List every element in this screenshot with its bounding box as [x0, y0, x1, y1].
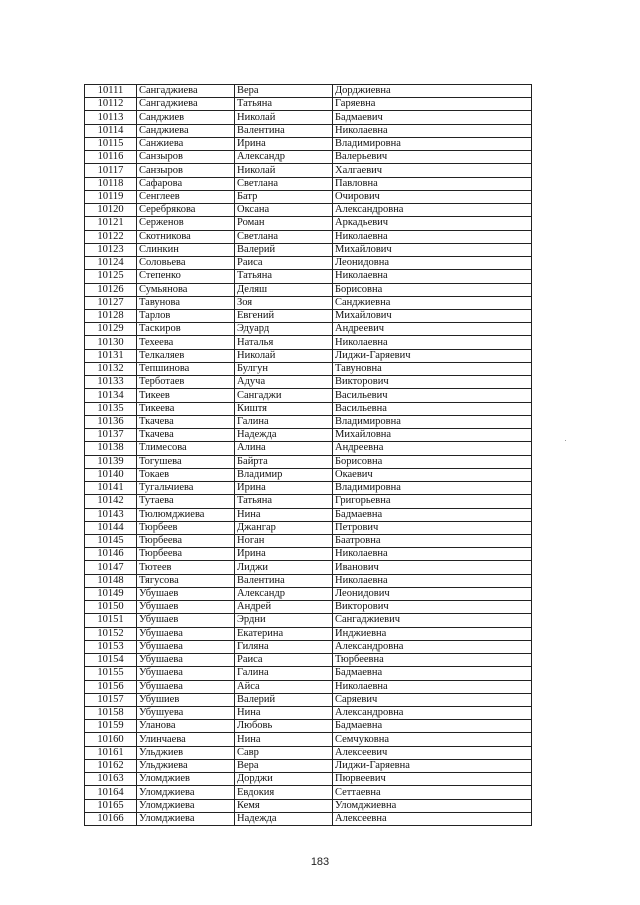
- record-number-cell: 10149: [85, 587, 137, 600]
- record-number-cell: 10115: [85, 137, 137, 150]
- table-row: [85, 204, 532, 217]
- surname-cell: Скотникова: [137, 230, 235, 243]
- patronymic-cell: Аркадьевич: [333, 217, 532, 230]
- table-row: [85, 627, 532, 640]
- record-number-cell: 10155: [85, 667, 137, 680]
- record-number-cell: 10138: [85, 442, 137, 455]
- record-number-cell: 10164: [85, 786, 137, 799]
- record-number-cell: 10150: [85, 601, 137, 614]
- first-name-cell: Лиджи: [235, 561, 333, 574]
- surname-cell: Тюрбеева: [137, 548, 235, 561]
- patronymic-cell: Саряевич: [333, 693, 532, 706]
- record-number-cell: 10134: [85, 389, 137, 402]
- patronymic-cell: Лиджи-Гаряевна: [333, 759, 532, 772]
- first-name-cell: Ирина: [235, 482, 333, 495]
- surname-cell: Ткачева: [137, 429, 235, 442]
- surname-cell: Тикеев: [137, 389, 235, 402]
- first-name-cell: Надежда: [235, 429, 333, 442]
- record-number-cell: 10133: [85, 376, 137, 389]
- table-row: [85, 243, 532, 256]
- table-row: [85, 362, 532, 375]
- first-name-cell: Валерий: [235, 243, 333, 256]
- record-number-cell: 10132: [85, 362, 137, 375]
- surname-cell: Убушаева: [137, 680, 235, 693]
- patronymic-cell: Петрович: [333, 521, 532, 534]
- surname-cell: Серженов: [137, 217, 235, 230]
- first-name-cell: Андрей: [235, 601, 333, 614]
- table-row: [85, 283, 532, 296]
- table-row: [85, 521, 532, 534]
- patronymic-cell: Уломджиевна: [333, 799, 532, 812]
- table-row: [85, 111, 532, 124]
- record-number-cell: 10112: [85, 98, 137, 111]
- surname-cell: Тикеева: [137, 402, 235, 415]
- record-number-cell: 10154: [85, 654, 137, 667]
- record-number-cell: 10116: [85, 151, 137, 164]
- patronymic-cell: Леонидович: [333, 587, 532, 600]
- record-number-cell: 10130: [85, 336, 137, 349]
- first-name-cell: Эрдни: [235, 614, 333, 627]
- first-name-cell: Вера: [235, 85, 333, 98]
- record-number-cell: 10121: [85, 217, 137, 230]
- table-row: [85, 680, 532, 693]
- table-row: [85, 389, 532, 402]
- table-row: [85, 309, 532, 322]
- patronymic-cell: Михайловна: [333, 429, 532, 442]
- record-number-cell: 10118: [85, 177, 137, 190]
- first-name-cell: Валентина: [235, 124, 333, 137]
- first-name-cell: Светлана: [235, 230, 333, 243]
- record-number-cell: 10147: [85, 561, 137, 574]
- patronymic-cell: Пюрвеевич: [333, 773, 532, 786]
- table-row: [85, 336, 532, 349]
- table-row: [85, 707, 532, 720]
- patronymic-cell: Бадмаевна: [333, 667, 532, 680]
- patronymic-cell: Николаевна: [333, 680, 532, 693]
- surname-cell: Убушуева: [137, 707, 235, 720]
- table-row: [85, 85, 532, 98]
- patronymic-cell: Викторович: [333, 376, 532, 389]
- patronymic-cell: Викторович: [333, 601, 532, 614]
- table-row: [85, 415, 532, 428]
- patronymic-cell: Гаряевна: [333, 98, 532, 111]
- record-number-cell: 10159: [85, 720, 137, 733]
- record-number-cell: 10127: [85, 296, 137, 309]
- surname-cell: Убушаева: [137, 627, 235, 640]
- patronymic-cell: Владимировна: [333, 137, 532, 150]
- table-row: [85, 786, 532, 799]
- patronymic-cell: Леонидовна: [333, 257, 532, 270]
- patronymic-cell: Инджиевна: [333, 627, 532, 640]
- first-name-cell: Вера: [235, 759, 333, 772]
- table-row: [85, 349, 532, 362]
- first-name-cell: Зоя: [235, 296, 333, 309]
- patronymic-cell: Лиджи-Гаряевич: [333, 349, 532, 362]
- table-row: [85, 402, 532, 415]
- patronymic-cell: Борисовна: [333, 455, 532, 468]
- table-row: [85, 654, 532, 667]
- surname-cell: Ульджиев: [137, 746, 235, 759]
- surname-cell: Тюрбеева: [137, 534, 235, 547]
- table-row: [85, 323, 532, 336]
- table-row: [85, 508, 532, 521]
- first-name-cell: Евдокия: [235, 786, 333, 799]
- surname-cell: Сумьянова: [137, 283, 235, 296]
- table-row: [85, 124, 532, 137]
- first-name-cell: Деляш: [235, 283, 333, 296]
- table-row: [85, 296, 532, 309]
- patronymic-cell: Николаевна: [333, 270, 532, 283]
- first-name-cell: Нина: [235, 733, 333, 746]
- surname-cell: Уломджиев: [137, 773, 235, 786]
- patronymic-cell: Окаевич: [333, 468, 532, 481]
- record-number-cell: 10166: [85, 812, 137, 825]
- table-row: [85, 177, 532, 190]
- first-name-cell: Александр: [235, 151, 333, 164]
- table-row: [85, 534, 532, 547]
- first-name-cell: Нина: [235, 508, 333, 521]
- table-row: [85, 164, 532, 177]
- surname-cell: Тлимесова: [137, 442, 235, 455]
- patronymic-cell: Николаевна: [333, 230, 532, 243]
- table-row: [85, 773, 532, 786]
- surname-cell: Санзыров: [137, 164, 235, 177]
- record-number-cell: 10135: [85, 402, 137, 415]
- surname-cell: Тутаева: [137, 495, 235, 508]
- surname-cell: Техеева: [137, 336, 235, 349]
- surname-cell: Убушиев: [137, 693, 235, 706]
- first-name-cell: Николай: [235, 164, 333, 177]
- table-row: [85, 667, 532, 680]
- patronymic-cell: Алексеевна: [333, 812, 532, 825]
- record-number-cell: 10126: [85, 283, 137, 296]
- patronymic-cell: Сеттаевна: [333, 786, 532, 799]
- surname-cell: Уломджиева: [137, 799, 235, 812]
- patronymic-cell: Бадмаевна: [333, 508, 532, 521]
- first-name-cell: Кемя: [235, 799, 333, 812]
- first-name-cell: Раиса: [235, 654, 333, 667]
- record-number-cell: 10153: [85, 640, 137, 653]
- patronymic-cell: Григорьевна: [333, 495, 532, 508]
- first-name-cell: Сангаджи: [235, 389, 333, 402]
- table-row: [85, 733, 532, 746]
- table-row: [85, 190, 532, 203]
- patronymic-cell: Халгаевич: [333, 164, 532, 177]
- surname-cell: Убушаев: [137, 601, 235, 614]
- table-row: [85, 482, 532, 495]
- table-row: [85, 746, 532, 759]
- first-name-cell: Байрта: [235, 455, 333, 468]
- surname-cell: Тютеев: [137, 561, 235, 574]
- first-name-cell: Наталья: [235, 336, 333, 349]
- record-number-cell: 10146: [85, 548, 137, 561]
- record-number-cell: 10131: [85, 349, 137, 362]
- first-name-cell: Евгений: [235, 309, 333, 322]
- surname-cell: Тогушева: [137, 455, 235, 468]
- record-number-cell: 10122: [85, 230, 137, 243]
- patronymic-cell: Васильевна: [333, 402, 532, 415]
- record-number-cell: 10114: [85, 124, 137, 137]
- record-number-cell: 10143: [85, 508, 137, 521]
- first-name-cell: Алина: [235, 442, 333, 455]
- surname-cell: Уланова: [137, 720, 235, 733]
- table-row: [85, 495, 532, 508]
- table-row: [85, 270, 532, 283]
- patronymic-cell: Тюрбеевна: [333, 654, 532, 667]
- record-number-cell: 10119: [85, 190, 137, 203]
- patronymic-cell: Александровна: [333, 204, 532, 217]
- record-number-cell: 10160: [85, 733, 137, 746]
- record-number-cell: 10152: [85, 627, 137, 640]
- surname-cell: Тарлов: [137, 309, 235, 322]
- surname-cell: Сафарова: [137, 177, 235, 190]
- first-name-cell: Галина: [235, 667, 333, 680]
- voter-list-table: [84, 84, 532, 826]
- first-name-cell: Оксана: [235, 204, 333, 217]
- table-row: [85, 693, 532, 706]
- patronymic-cell: Николаевна: [333, 548, 532, 561]
- first-name-cell: Валерий: [235, 693, 333, 706]
- surname-cell: Серебрякова: [137, 204, 235, 217]
- surname-cell: Сангаджиева: [137, 98, 235, 111]
- patronymic-cell: Дорджиевна: [333, 85, 532, 98]
- first-name-cell: Любовь: [235, 720, 333, 733]
- surname-cell: Санджиев: [137, 111, 235, 124]
- record-number-cell: 10123: [85, 243, 137, 256]
- table-row: [85, 759, 532, 772]
- surname-cell: Тюлюмджиева: [137, 508, 235, 521]
- table-row: [85, 561, 532, 574]
- first-name-cell: Николай: [235, 111, 333, 124]
- patronymic-cell: Иванович: [333, 561, 532, 574]
- table-row: [85, 640, 532, 653]
- record-number-cell: 10128: [85, 309, 137, 322]
- table-row: [85, 230, 532, 243]
- record-number-cell: 10151: [85, 614, 137, 627]
- table-row: [85, 376, 532, 389]
- patronymic-cell: Васильевич: [333, 389, 532, 402]
- record-number-cell: 10148: [85, 574, 137, 587]
- record-number-cell: 10162: [85, 759, 137, 772]
- surname-cell: Убушаева: [137, 640, 235, 653]
- patronymic-cell: Павловна: [333, 177, 532, 190]
- surname-cell: Убушаева: [137, 667, 235, 680]
- patronymic-cell: Михайлович: [333, 309, 532, 322]
- first-name-cell: Надежда: [235, 812, 333, 825]
- first-name-cell: Владимир: [235, 468, 333, 481]
- table-body: [85, 85, 532, 826]
- patronymic-cell: Николаевна: [333, 574, 532, 587]
- patronymic-cell: Андреевна: [333, 442, 532, 455]
- surname-cell: Убушаева: [137, 654, 235, 667]
- surname-cell: Сангаджиева: [137, 85, 235, 98]
- surname-cell: Уломджиева: [137, 786, 235, 799]
- patronymic-cell: Николаевна: [333, 336, 532, 349]
- first-name-cell: Татьяна: [235, 495, 333, 508]
- surname-cell: Тягусова: [137, 574, 235, 587]
- first-name-cell: Айса: [235, 680, 333, 693]
- first-name-cell: Валентина: [235, 574, 333, 587]
- table-row: [85, 217, 532, 230]
- patronymic-cell: Борисовна: [333, 283, 532, 296]
- record-number-cell: 10129: [85, 323, 137, 336]
- surname-cell: Улинчаева: [137, 733, 235, 746]
- first-name-cell: Нина: [235, 707, 333, 720]
- surname-cell: Токаев: [137, 468, 235, 481]
- first-name-cell: Раиса: [235, 257, 333, 270]
- patronymic-cell: Александровна: [333, 707, 532, 720]
- record-number-cell: 10137: [85, 429, 137, 442]
- patronymic-cell: Владимировна: [333, 415, 532, 428]
- patronymic-cell: Владимировна: [333, 482, 532, 495]
- table-row: [85, 548, 532, 561]
- first-name-cell: Ирина: [235, 137, 333, 150]
- surname-cell: Тугальчиева: [137, 482, 235, 495]
- record-number-cell: 10111: [85, 85, 137, 98]
- patronymic-cell: Бадмаевна: [333, 720, 532, 733]
- first-name-cell: Адуча: [235, 376, 333, 389]
- surname-cell: Ульджиева: [137, 759, 235, 772]
- surname-cell: Терботаев: [137, 376, 235, 389]
- record-number-cell: 10165: [85, 799, 137, 812]
- record-number-cell: 10145: [85, 534, 137, 547]
- record-number-cell: 10125: [85, 270, 137, 283]
- patronymic-cell: Александровна: [333, 640, 532, 653]
- table-row: [85, 257, 532, 270]
- record-number-cell: 10139: [85, 455, 137, 468]
- table-row: [85, 429, 532, 442]
- patronymic-cell: Очирович: [333, 190, 532, 203]
- table-row: [85, 601, 532, 614]
- table-row: [85, 137, 532, 150]
- table-row: [85, 799, 532, 812]
- first-name-cell: Ноган: [235, 534, 333, 547]
- first-name-cell: Екатерина: [235, 627, 333, 640]
- patronymic-cell: Баатровна: [333, 534, 532, 547]
- first-name-cell: Савр: [235, 746, 333, 759]
- table-row: [85, 587, 532, 600]
- surname-cell: Убушаев: [137, 587, 235, 600]
- surname-cell: Санжиева: [137, 137, 235, 150]
- patronymic-cell: Санджиевна: [333, 296, 532, 309]
- table-row: [85, 442, 532, 455]
- scan-speck: [565, 440, 566, 441]
- surname-cell: Слинкин: [137, 243, 235, 256]
- record-number-cell: 10163: [85, 773, 137, 786]
- first-name-cell: Роман: [235, 217, 333, 230]
- table-row: [85, 455, 532, 468]
- page-number: 183: [310, 856, 330, 868]
- surname-cell: Сенглеев: [137, 190, 235, 203]
- surname-cell: Тепшинова: [137, 362, 235, 375]
- record-number-cell: 10141: [85, 482, 137, 495]
- table-row: [85, 151, 532, 164]
- record-number-cell: 10157: [85, 693, 137, 706]
- first-name-cell: Гиляна: [235, 640, 333, 653]
- record-number-cell: 10113: [85, 111, 137, 124]
- surname-cell: Ткачева: [137, 415, 235, 428]
- first-name-cell: Светлана: [235, 177, 333, 190]
- patronymic-cell: Михайлович: [333, 243, 532, 256]
- first-name-cell: Батр: [235, 190, 333, 203]
- record-number-cell: 10158: [85, 707, 137, 720]
- table-row: [85, 614, 532, 627]
- first-name-cell: Николай: [235, 349, 333, 362]
- first-name-cell: Ирина: [235, 548, 333, 561]
- patronymic-cell: Валерьевич: [333, 151, 532, 164]
- first-name-cell: Киштя: [235, 402, 333, 415]
- patronymic-cell: Сангаджиевич: [333, 614, 532, 627]
- patronymic-cell: Николаевна: [333, 124, 532, 137]
- record-number-cell: 10140: [85, 468, 137, 481]
- surname-cell: Телкаляев: [137, 349, 235, 362]
- table-row: [85, 98, 532, 111]
- patronymic-cell: Бадмаевич: [333, 111, 532, 124]
- table-row: [85, 574, 532, 587]
- patronymic-cell: Семчуковна: [333, 733, 532, 746]
- first-name-cell: Галина: [235, 415, 333, 428]
- surname-cell: Соловьева: [137, 257, 235, 270]
- first-name-cell: Александр: [235, 587, 333, 600]
- first-name-cell: Татьяна: [235, 98, 333, 111]
- surname-cell: Таскиров: [137, 323, 235, 336]
- first-name-cell: Джангар: [235, 521, 333, 534]
- table-row: [85, 812, 532, 825]
- surname-cell: Убушаев: [137, 614, 235, 627]
- surname-cell: Тюрбеев: [137, 521, 235, 534]
- patronymic-cell: Алексеевич: [333, 746, 532, 759]
- patronymic-cell: Тавуновна: [333, 362, 532, 375]
- record-number-cell: 10142: [85, 495, 137, 508]
- table-row: [85, 468, 532, 481]
- table-row: [85, 720, 532, 733]
- record-number-cell: 10144: [85, 521, 137, 534]
- record-number-cell: 10156: [85, 680, 137, 693]
- first-name-cell: Дорджи: [235, 773, 333, 786]
- first-name-cell: Эдуард: [235, 323, 333, 336]
- record-number-cell: 10120: [85, 204, 137, 217]
- surname-cell: Степенко: [137, 270, 235, 283]
- record-number-cell: 10124: [85, 257, 137, 270]
- record-number-cell: 10161: [85, 746, 137, 759]
- surname-cell: Уломджиева: [137, 812, 235, 825]
- surname-cell: Санзыров: [137, 151, 235, 164]
- surname-cell: Санджиева: [137, 124, 235, 137]
- surname-cell: Тавунова: [137, 296, 235, 309]
- first-name-cell: Булгун: [235, 362, 333, 375]
- record-number-cell: 10136: [85, 415, 137, 428]
- first-name-cell: Татьяна: [235, 270, 333, 283]
- record-number-cell: 10117: [85, 164, 137, 177]
- patronymic-cell: Андреевич: [333, 323, 532, 336]
